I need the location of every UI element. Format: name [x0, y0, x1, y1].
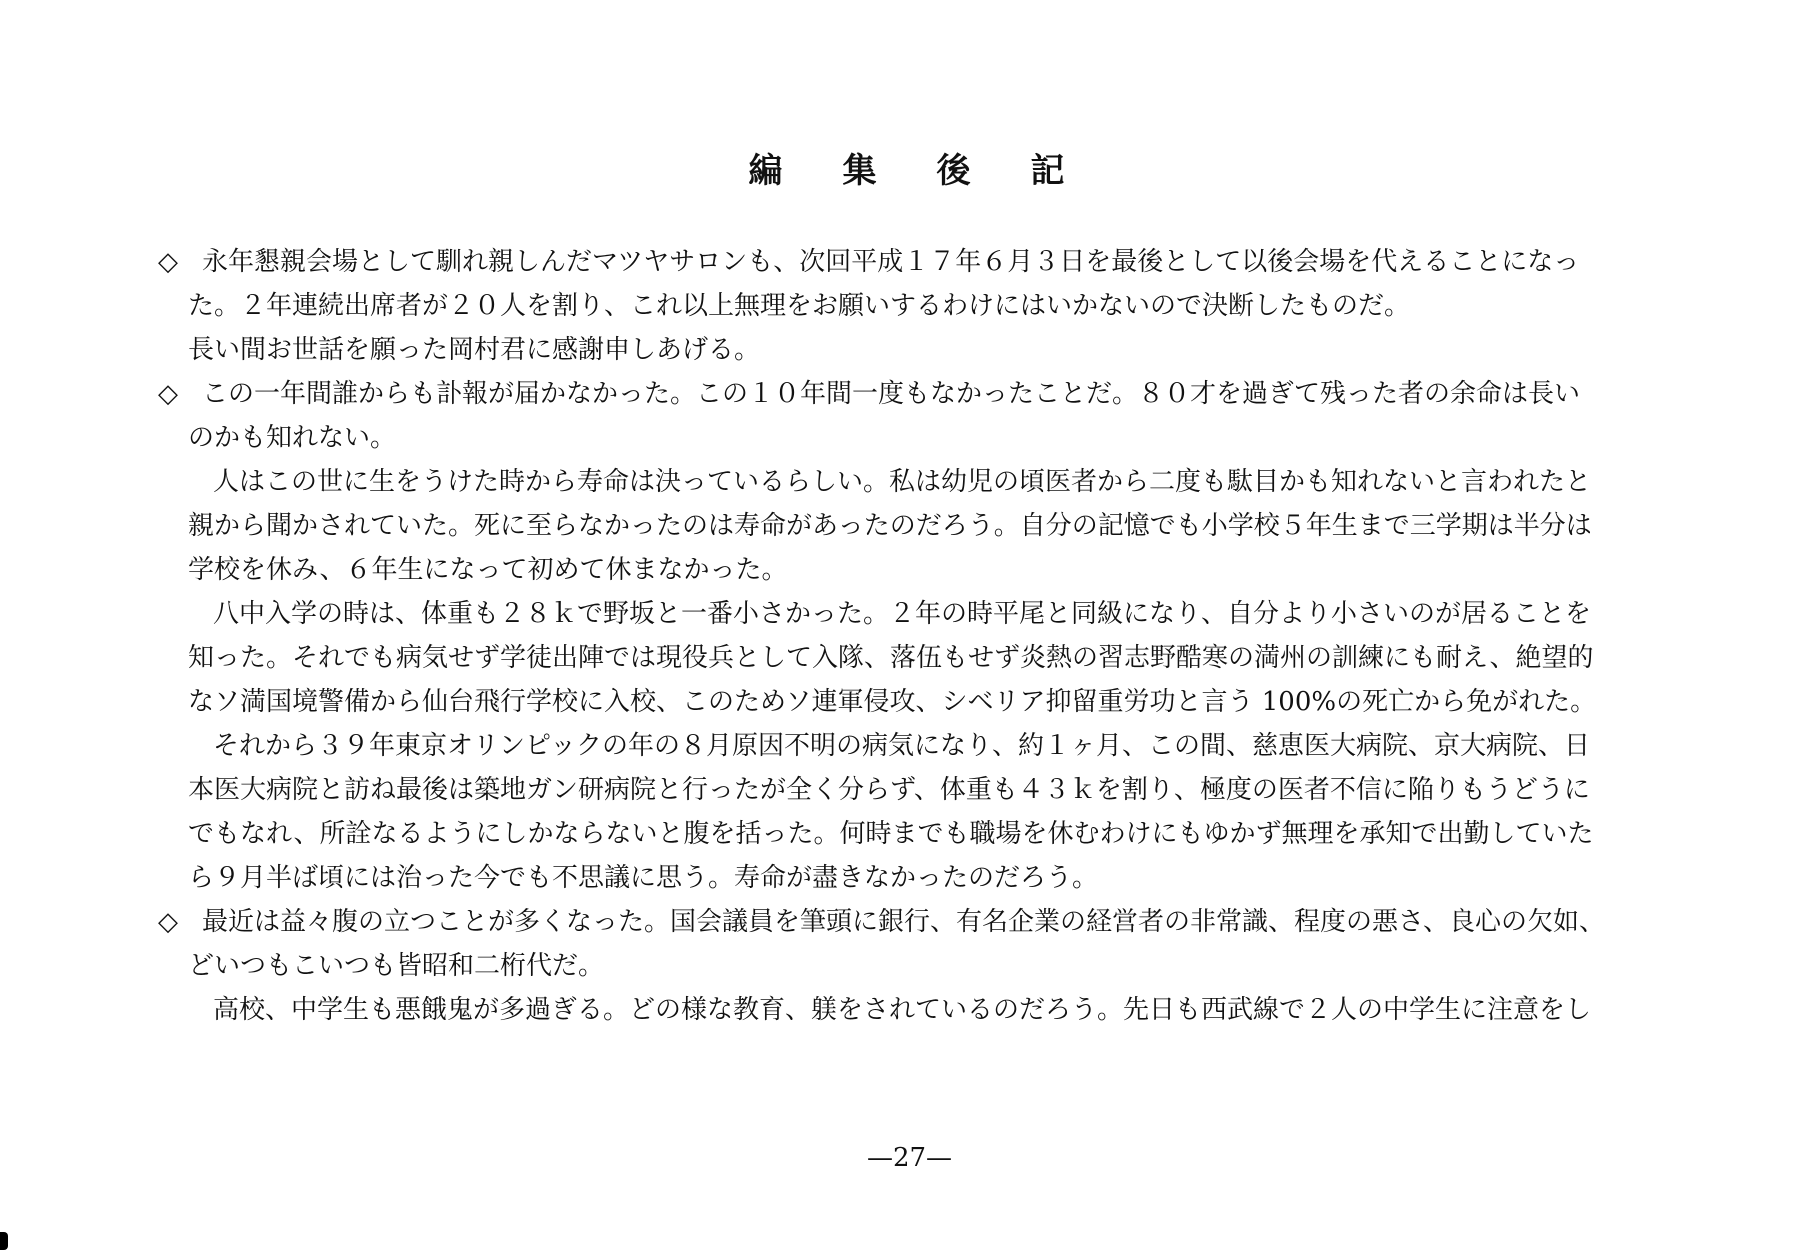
- diamond-bullet-icon: ◇: [158, 379, 178, 409]
- body-text: [158, 240, 1658, 1032]
- text-line: ◇ 最近は益々腹の立つことが多くなった。国会議員を筆頭に銀行、有名企業の経営者の非常識、程度の悪さ、良心の欠如、: [158, 900, 1658, 944]
- title-char-1: 編: [748, 151, 783, 191]
- text-line: た。２年連続出席者が２０人を割り、これ以上無理をお願いするわけにはいかないので決断したものだ。: [188, 291, 1411, 321]
- text-line: 高校、中学生も悪餓鬼が多過ぎる。どの様な教育、躾をされているのだろう。先日も西武線で２人の中学生に注意をし: [213, 995, 1592, 1025]
- page-title: [0, 143, 1819, 192]
- text-line: 長い間お世話を願った岡村君に感謝申しあげる。: [188, 335, 761, 365]
- diamond-bullet-icon: ◇: [158, 247, 178, 277]
- text-line: のかも知れない。: [188, 423, 397, 453]
- text-line: 知った。それでも病気せず学徒出陣では現役兵として入隊、落伍もせず炎熱の習志野酷寒の満州の訓練にも耐え、絶望的: [188, 643, 1594, 673]
- page-number: —27—: [866, 1143, 953, 1173]
- text-line: それから３９年東京オリンピックの年の８月原因不明の病気になり、約１ヶ月、この間、慈恵医大病院、京大病院、日: [213, 731, 1590, 761]
- diamond-bullet-icon: ◇: [158, 907, 178, 937]
- scan-edge-mark: [0, 1232, 8, 1250]
- text-line: なソ満国境警備から仙台飛行学校に入校、このためソ連軍侵攻、シベリア抑留重労功と言う 100%の死亡から免がれた。: [188, 687, 1597, 717]
- title-char-4: 記: [1030, 151, 1065, 191]
- text-line: ◇ 永年懇親会場として馴れ親しんだマツヤサロンも、次回平成１７年６月３日を最後として以後会場を代えることになっ: [158, 240, 1658, 284]
- text-line: 人はこの世に生をうけた時から寿命は決っているらしい。私は幼児の頃医者から二度も駄目かも知れないと言われたと: [213, 467, 1592, 497]
- title-char-3: 後: [936, 151, 971, 191]
- text-line: ◇ この一年間誰からも訃報が届かなかった。この１０年間一度もなかったことだ。８０才を過ぎて残った者の余命は長い: [158, 372, 1658, 416]
- title-char-2: 集: [842, 151, 877, 191]
- text-line: 親から聞かされていた。死に至らなかったのは寿命があったのだろう。自分の記憶でも小学校５年生まで三学期は半分は: [188, 511, 1592, 541]
- text-line: 学校を休み、６年生になって初めて休まなかった。: [188, 555, 788, 585]
- text-line: 本医大病院と訪ね最後は築地ガン研病院と行ったが全く分らず、体重も４３ｋを割り、極度の医者不信に陥りもうどうに: [188, 775, 1590, 805]
- text-line: でもなれ、所詮なるようにしかならないと腹を括った。何時までも職場を休むわけにもゆかず無理を承知で出勤していた: [188, 819, 1594, 849]
- text-line: どいつもこいつも皆昭和二桁代だ。: [188, 951, 605, 981]
- text-line: 八中入学の時は、体重も２８ｋで野坂と一番小さかった。２年の時平尾と同級になり、自分より小さいのが居ることを: [213, 599, 1592, 629]
- text-line: ら９月半ば頃には治った今でも不思議に思う。寿命が盡きなかったのだろう。: [188, 863, 1099, 893]
